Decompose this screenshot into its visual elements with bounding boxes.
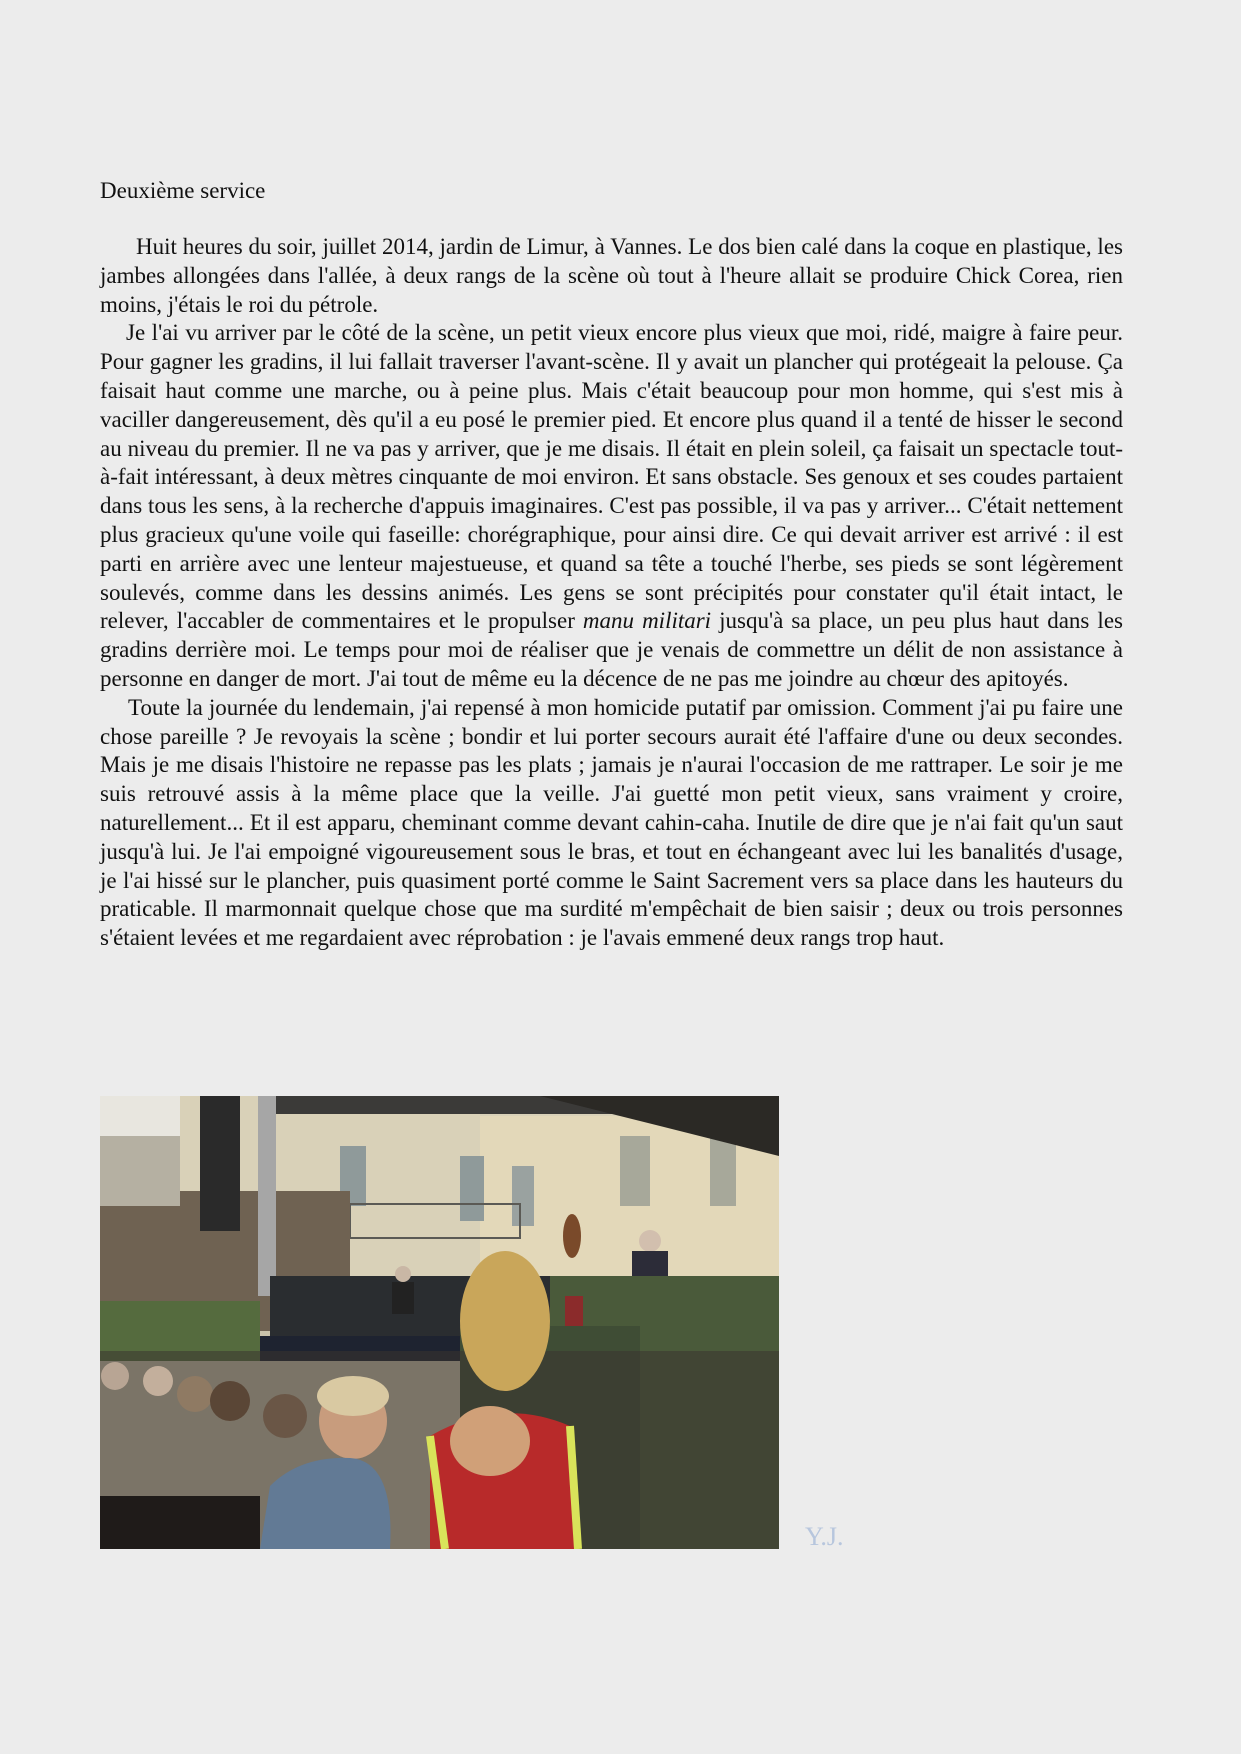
paragraph-2-part-1: Je l'ai vu arriver par le côté de la scène, un petit vieux encore plus vieux que moi, ridé, maigre à faire peur. Pour gagner les gradins, il lui fallait traverser l'avant-scène. Il y avait un plancher qui protégeait la pelouse. Ça faisait haut comme une marche, ou à peine plus. Mais c'était beaucoup pour mon homme, qui s'est mis à vaciller dangereusement, dès qu'il a eu posé le premier pied. Et encore plus quand il a tenté de hisser le second au niveau du premier. Il ne va pas y arriver, que je me disais. Il était en plein soleil, ça faisait un spectacle tout-à-fait intéressant, à deux mètres cinquante de moi environ. Et sans obstacle. Ses genoux et ses coudes partaient dans tous les sens, à la recherche d'appuis imaginaires. C'est pas possible, il va pas y arriver... C'était nettement plus gracieux qu'une voile qui faseille: chorégraphique, pour ainsi dire. Ce qui devait arriver est arrivé : il est parti en arrière avec une lenteur majestueuse, et quand sa tête a touché l'herbe, ses pieds se sont légèrement soulevés, comme dans les dessins animés. Les gens se sont précipités pour constater qu'il était intact, le relever, l'accabler de commentaires et le propulser xyxy=(100,320,1123,634)
paragraph-2-italic: manu militari xyxy=(582,608,712,634)
paragraph-2-part-2: jusqu'à sa place, un peu plus haut dans les gradins derrière moi. Le temps pour moi de réaliser que je venais de commettre un délit de non assistance à personne en danger de mort. J'ai tout de même eu la décence de ne pas me joindre au chœur des apitoyés. xyxy=(100,608,1123,691)
paragraph-3: Toute la journée du lendemain, j'ai repensé à mon homicide putatif par omission. Comment j'ai pu faire une chose pareille ? Je revoyais la scène ; bondir et lui porter secours aurait été l'affaire d'une ou deux secondes. Mais je me disais l'histoire ne repasse pas les plats ; jamais je n'aurai l'occasion de me rattraper. Le soir je me suis retrouvé assis à la même place que la veille. J'ai guetté mon petit vieux, sans vraiment y croire, naturellement... Et il est apparu, cheminant comme devant cahin-caha. Inutile de dire que je n'ai fait qu'un saut jusqu'à lui. Je l'ai empoigné vigoureusement sous le bras, et tout en échangeant avec lui les banalités d'usage, je l'ai hissé sur le plancher, puis quasiment porté comme le Saint Sacrement vers sa place dans les hauteurs du praticable. Il marmonnait quelque chose que ma surdité m'empêchait de bien saisir ; deux ou trois personnes s'étaient levées et me regardaient avec réprobation : je l'avais emmené deux rangs trop haut. xyxy=(100,694,1123,951)
paragraph-1: Huit heures du soir, juillet 2014, jardin de Limur, à Vannes. Le dos bien calé dans la coque en plastique, les jambes allongées dans l'allée, à deux rangs de la scène où tout à l'heure allait se produire Chick Corea, rien moins, j'étais le roi du pétrole. xyxy=(100,234,1123,317)
page-title: Deuxième service xyxy=(100,178,266,203)
concert-photo xyxy=(100,1096,779,1549)
signature: Y.J. xyxy=(805,1522,844,1551)
paragraph-2 xyxy=(100,319,1123,693)
story-text xyxy=(100,233,1123,953)
